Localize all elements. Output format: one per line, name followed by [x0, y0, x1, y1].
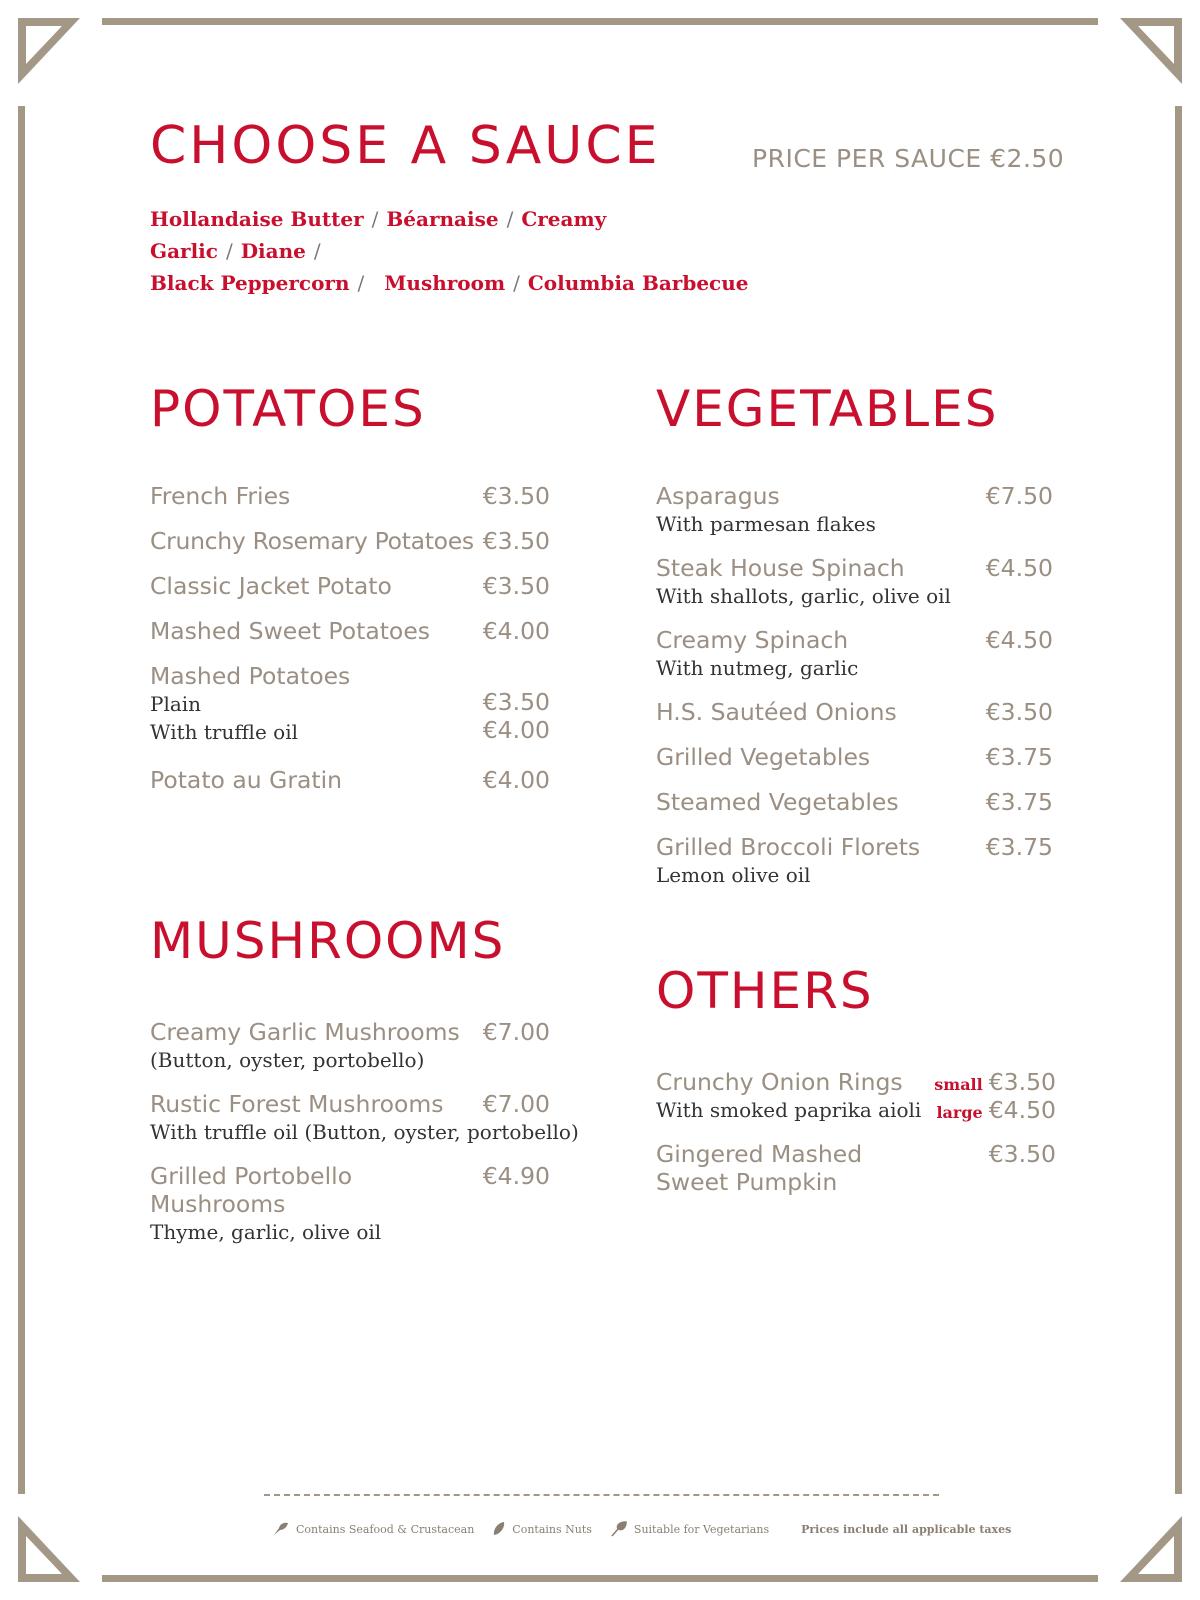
- item-name-cont: Mushrooms: [150, 1190, 286, 1218]
- item-name: Grilled Vegetables: [656, 743, 871, 771]
- corner-bottom-left: [18, 1516, 80, 1582]
- menu-item: [150, 1090, 579, 1146]
- item-name: Mashed Potatoes: [150, 662, 351, 690]
- menu-item: [150, 662, 550, 746]
- tax-note: Prices include all applicable taxes: [801, 1522, 1012, 1536]
- item-desc: With shallots, garlic, olive oil: [656, 584, 951, 608]
- sauce-option: Creamy Garlic: [150, 207, 607, 263]
- frame-bottom: [102, 1575, 1098, 1582]
- mushrooms-section: [150, 912, 579, 1246]
- item-desc: With smoked paprika aioli: [656, 1098, 922, 1122]
- item-price-small: [934, 1068, 1056, 1099]
- sauce-option: Diane: [240, 239, 306, 263]
- item-name: H.S. Sautéed Onions: [656, 698, 897, 726]
- item-price: €3.50: [482, 527, 550, 555]
- size-small-tag: small: [934, 1075, 983, 1094]
- menu-item: [150, 527, 550, 555]
- others-title: OTHERS: [656, 962, 874, 1020]
- menu-item: [150, 482, 550, 510]
- corner-top-right: [1120, 18, 1182, 84]
- menu-item: [656, 698, 1053, 726]
- item-desc: Lemon olive oil: [656, 863, 811, 887]
- item-subrow: [150, 718, 550, 746]
- footer-divider: [264, 1494, 939, 1496]
- item-name: Classic Jacket Potato: [150, 572, 392, 600]
- item-price: €4.50: [985, 554, 1053, 582]
- sauce-option: Béarnaise: [386, 207, 499, 231]
- item-name: Potato au Gratin: [150, 766, 343, 794]
- frame-top: [102, 18, 1098, 25]
- item-subrow: [150, 690, 550, 718]
- potatoes-section: [150, 380, 550, 794]
- item-name: Steamed Vegetables: [656, 788, 899, 816]
- menu-item: [150, 766, 550, 794]
- item-name: Grilled Portobello: [150, 1162, 353, 1190]
- item-price: €4.50: [985, 626, 1053, 654]
- legend-nuts: [492, 1521, 592, 1537]
- menu-item: [656, 743, 1053, 771]
- potatoes-title: POTATOES: [150, 380, 426, 438]
- price-large: €4.50: [988, 1096, 1056, 1124]
- item-price: €4.00: [482, 766, 550, 794]
- item-desc: Thyme, garlic, olive oil: [150, 1220, 382, 1244]
- sauce-option: Hollandaise Butter: [150, 207, 364, 231]
- menu-item: [656, 1068, 1056, 1124]
- item-desc: Plain: [150, 692, 202, 716]
- item-price: €3.75: [985, 788, 1053, 816]
- item-price: €7.50: [985, 482, 1053, 510]
- sauce-option: Columbia Barbecue: [527, 271, 749, 295]
- item-price: €3.50: [988, 1140, 1056, 1168]
- item-name: Gingered Mashed: [656, 1140, 863, 1168]
- sauce-price-label: PRICE PER SAUCE €2.50: [752, 144, 1065, 173]
- sauce-option: Black Peppercorn: [150, 271, 350, 295]
- seafood-icon: [272, 1521, 290, 1537]
- item-name: Mashed Sweet Potatoes: [150, 617, 431, 645]
- frame-left: [18, 106, 25, 1494]
- vegetables-section: [656, 380, 1053, 889]
- item-name: Crunchy Rosemary Potatoes: [150, 527, 474, 555]
- nut-icon: [492, 1521, 506, 1537]
- legend-veg: [610, 1521, 769, 1537]
- item-name: Steak House Spinach: [656, 554, 905, 582]
- sauce-list: [150, 203, 770, 299]
- item-price: €4.00: [482, 617, 550, 645]
- item-price: €7.00: [482, 1018, 550, 1046]
- legend-nuts-label: Contains Nuts: [512, 1522, 592, 1536]
- corner-bottom-right: [1120, 1516, 1182, 1582]
- item-desc: With parmesan flakes: [656, 512, 876, 536]
- item-price: €3.75: [985, 743, 1053, 771]
- sauce-title: CHOOSE A SAUCE: [150, 116, 661, 176]
- menu-item: [656, 788, 1053, 816]
- frame-right: [1175, 106, 1182, 1494]
- mushrooms-title: MUSHROOMS: [150, 912, 506, 970]
- item-price: €7.00: [482, 1090, 550, 1118]
- leaf-icon: [610, 1521, 628, 1537]
- item-name: Creamy Garlic Mushrooms: [150, 1018, 460, 1046]
- menu-item: [150, 617, 550, 645]
- menu-item: [656, 833, 1053, 889]
- item-desc: With nutmeg, garlic: [656, 656, 859, 680]
- item-price: €3.75: [985, 833, 1053, 861]
- item-name: Crunchy Onion Rings: [656, 1068, 903, 1096]
- menu-item: [150, 572, 550, 600]
- menu-item: [150, 1162, 550, 1246]
- item-name: Rustic Forest Mushrooms: [150, 1090, 444, 1118]
- item-price: €3.50: [482, 572, 550, 600]
- menu-item: [656, 1140, 1056, 1196]
- item-price: €3.50: [482, 482, 550, 510]
- price-small: €3.50: [988, 1068, 1056, 1096]
- item-price-large: [936, 1096, 1056, 1127]
- item-name-cont: Sweet Pumpkin: [656, 1168, 838, 1196]
- sauce-line-1: Hollandaise Butter / Béarnaise / Creamy Garlic / Diane /: [150, 207, 607, 263]
- corner-top-left: [18, 18, 80, 84]
- item-name: Grilled Broccoli Florets: [656, 833, 921, 861]
- menu-item: [656, 626, 1053, 682]
- item-price: €3.50: [985, 698, 1053, 726]
- size-large-tag: large: [936, 1103, 983, 1122]
- item-price: €3.50: [482, 688, 550, 716]
- legend-veg-label: Suitable for Vegetarians: [633, 1522, 770, 1536]
- legend-seafood: [272, 1521, 474, 1537]
- menu-item: [150, 1018, 550, 1074]
- item-name: French Fries: [150, 482, 291, 510]
- item-desc: With truffle oil (Button, oyster, portobello): [150, 1120, 579, 1144]
- menu-item: [656, 482, 1053, 538]
- others-section: [656, 962, 1056, 1196]
- footer-legend: [272, 1514, 1012, 1544]
- item-desc: With truffle oil: [150, 720, 298, 744]
- sauce-option: Mushroom: [384, 271, 506, 295]
- item-name: Asparagus: [656, 482, 780, 510]
- legend-seafood-label: Contains Seafood & Crustacean: [296, 1522, 475, 1536]
- vegetables-title: VEGETABLES: [656, 380, 999, 438]
- item-price: €4.00: [482, 716, 550, 744]
- menu-item: [656, 554, 1053, 610]
- item-name: Creamy Spinach: [656, 626, 849, 654]
- sauce-line-2: Black Peppercorn / Mushroom / Columbia Barbecue: [150, 271, 749, 295]
- item-desc: (Button, oyster, portobello): [150, 1048, 425, 1072]
- item-price: €4.90: [482, 1162, 550, 1190]
